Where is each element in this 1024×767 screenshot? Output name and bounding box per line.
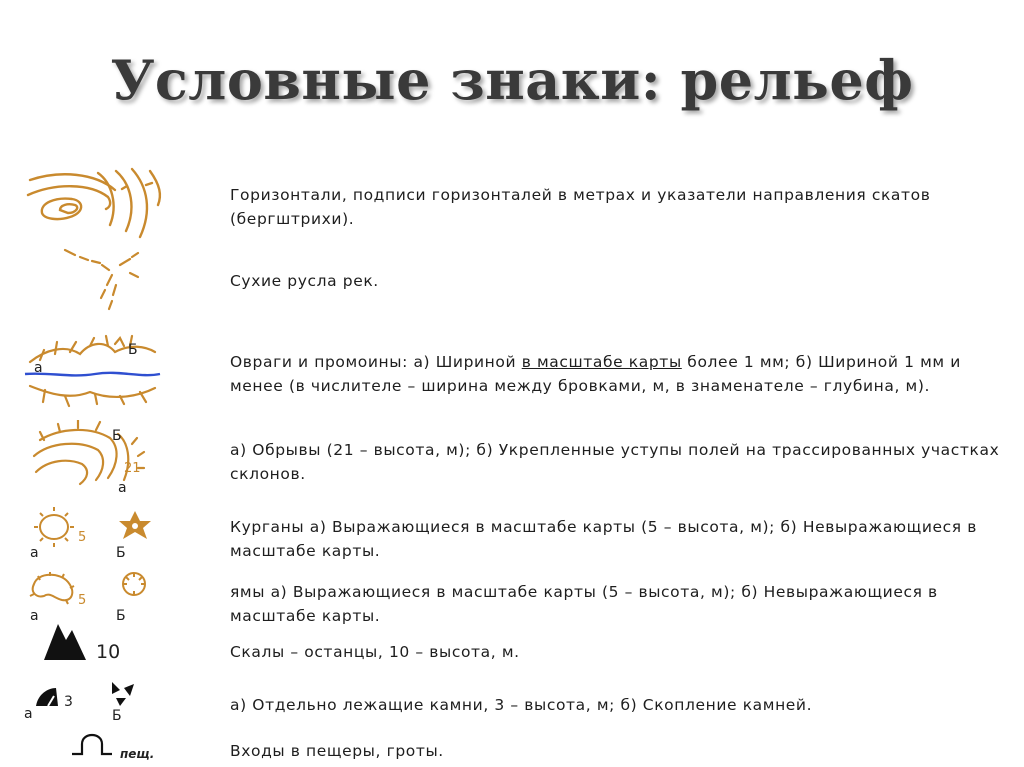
legend-text-part: более 1 мм; б) Шириной 1 мм и менее (в числителе – ширина между бровками, м, в знаменателе – глубина, м). xyxy=(230,353,961,395)
legend-row-cliffs xyxy=(0,420,1024,500)
legend-text: Сухие русла рек. xyxy=(230,272,379,290)
legend-row-dry-riverbeds xyxy=(0,245,1024,320)
mark-a: а xyxy=(34,360,43,376)
legend-text: Скалы – останцы, 10 – высота, м. xyxy=(230,643,520,661)
legend-text-part: Овраги и промоины: а) Шириной xyxy=(230,353,522,371)
legend-row-ravines xyxy=(0,332,1024,412)
mark-num: 5 xyxy=(78,593,87,608)
legend-row-stones xyxy=(0,678,1024,723)
dry-riverbed-icon xyxy=(20,245,170,320)
mark-num: 21 xyxy=(124,461,141,476)
legend-text-underlined: в масштабе карты xyxy=(521,353,682,371)
mark-num: 10 xyxy=(96,641,121,663)
mark-b: Б xyxy=(112,708,122,723)
mark-b: Б xyxy=(128,342,138,358)
mark-b: Б xyxy=(116,608,126,624)
mark-a: а xyxy=(30,608,39,624)
legend-text: Курганы а) Выражающиеся в масштабе карты (5 – высота, м); б) Невыражающиеся в масштабе карты. xyxy=(230,518,977,560)
ravine-icon xyxy=(20,332,170,412)
stones-icon xyxy=(20,678,170,723)
mark-b: Б xyxy=(112,428,122,444)
legend-text: а) Отдельно лежащие камни, 3 – высота, м; б) Скопление камней. xyxy=(230,696,813,714)
legend-text: Горизонтали, подписи горизонталей в метрах и указатели направления скатов (бергштрихи). xyxy=(230,186,931,228)
page-title: Условные знаки: рельеф xyxy=(110,48,914,112)
mark-abbr: пещ. xyxy=(120,747,155,761)
mark-a: а xyxy=(24,706,33,722)
legend-row-caves xyxy=(0,730,1024,767)
legend-row-rocks xyxy=(0,620,1024,670)
legend-row-mounds xyxy=(0,505,1024,567)
legend-row-contours xyxy=(0,165,1024,245)
mark-a: а xyxy=(30,545,39,561)
legend-text: ямы а) Выражающиеся в масштабе карты (5 – высота, м); б) Невыражающиеся в масштабе карты. xyxy=(230,583,938,625)
mound-icon xyxy=(20,505,170,565)
legend-text xyxy=(230,350,1005,398)
mark-num: 3 xyxy=(64,694,73,710)
rock-remnant-icon xyxy=(20,620,170,670)
mark-a: а xyxy=(118,480,127,496)
mark-num: 5 xyxy=(78,530,87,545)
legend-text: Входы в пещеры, гроты. xyxy=(230,742,444,760)
cave-entrance-icon xyxy=(20,730,170,762)
contour-lines-icon xyxy=(20,165,170,245)
legend-text: а) Обрывы (21 – высота, м); б) Укрепленные уступы полей на трассированных участках склонов. xyxy=(230,441,1000,483)
cliff-icon xyxy=(20,420,170,500)
mark-b: Б xyxy=(116,545,126,561)
